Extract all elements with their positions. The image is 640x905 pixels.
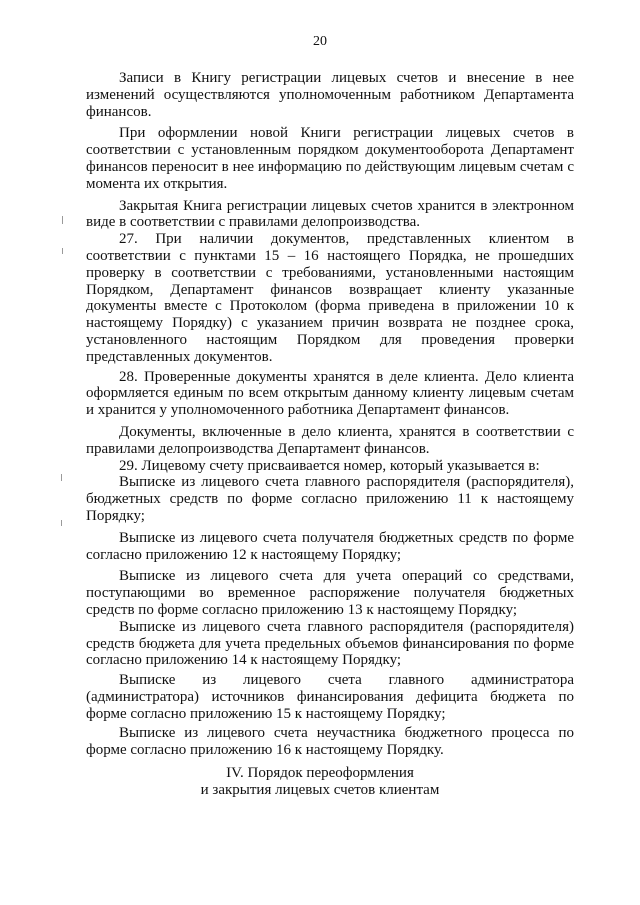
- margin-mark: [61, 474, 62, 481]
- paragraph: 28. Проверенные документы хранятся в деле клиента. Дело клиента оформляется единым по всем открытым данному клиенту лицевым счетам и хранится у уполномоченного работника Департамент финансов.: [86, 368, 574, 419]
- paragraph: 29. Лицевому счету присваивается номер, который указывается в:: [119, 457, 540, 474]
- paragraph: Выписке из лицевого счета главного распорядителя (распорядителя), бюджетных средств по форме согласно приложению 11 к настоящему Порядку;: [86, 474, 574, 524]
- paragraph: Документы, включенные в дело клиента, хранятся в соответствии с правилами делопроизводства Департамент финансов.: [86, 423, 574, 457]
- paragraph: Выписке из лицевого счета главного администратора (администратора) источников финансирования дефицита бюджета по форме согласно приложению 15 к настоящему Порядку;: [86, 672, 574, 722]
- paragraph: Записи в Книгу регистрации лицевых счетов и внесение в нее изменений осуществляются уполномоченным работником Департамента финансов.: [86, 70, 574, 120]
- paragraph: 27. При наличии документов, представленных клиентом в соответствии с пунктами 15 – 16 настоящего Порядка, не прошедших проверку в соответствии с требованиями, установленными настоящим Порядком, Департамент финансов возвращает клиенту указанные документы вместе с Протоколом (форма приведена в приложении 10 к настоящему Порядку) с указанием причин возврата не позднее срока, установленного настоящим Порядком для проведения проверки представленных документов.: [86, 231, 574, 365]
- paragraph: Закрытая Книга регистрации лицевых счетов хранится в электронном виде в соответствии с правилами делопроизводства.: [86, 197, 574, 231]
- section-heading-line: IV. Порядок переоформления: [226, 765, 414, 781]
- document-body: [86, 70, 574, 759]
- margin-mark: [62, 248, 63, 254]
- paragraph: Выписке из лицевого счета для учета операций со средствами, поступающими во временное распоряжение получателя бюджетных средств по форме согласно приложению 13 к настоящему Порядку;: [86, 568, 574, 618]
- paragraph: Выписке из лицевого счета главного распорядителя (распорядителя) средств бюджета для учета предельных объемов финансирования по форме согласно приложению 14 к настоящему Порядку;: [86, 618, 574, 669]
- margin-mark: [62, 216, 63, 224]
- paragraph: При оформлении новой Книги регистрации лицевых счетов в соответствии с установленным порядком документооборота Департамент финансов переносит в нее информацию по действующим лицевым счетам с момента их открытия.: [86, 125, 574, 192]
- paragraph: Выписке из лицевого счета получателя бюджетных средств по форме согласно приложению 12 к настоящему Порядку;: [86, 529, 574, 563]
- page-number: 20: [313, 34, 327, 49]
- paragraph: Выписке из лицевого счета неучастника бюджетного процесса по форме согласно приложению 16 к настоящему Порядку.: [86, 725, 574, 759]
- section-heading: [0, 765, 640, 799]
- section-heading-line: и закрытия лицевых счетов клиентам: [200, 782, 440, 798]
- margin-mark: [61, 520, 62, 526]
